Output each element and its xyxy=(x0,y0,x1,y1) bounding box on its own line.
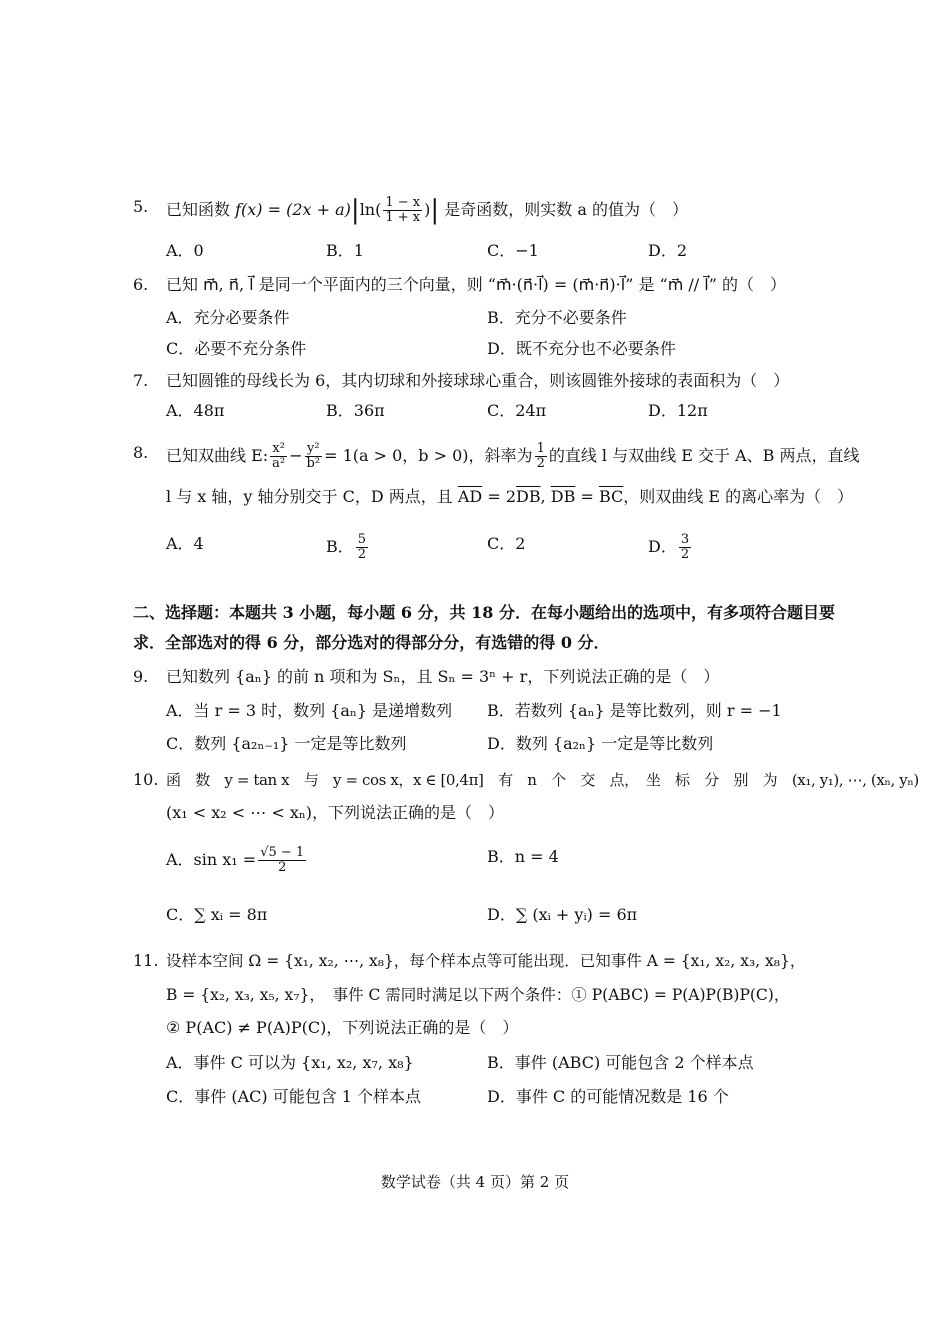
exam-page: 5. 已知函数 f(x) = (2x + a)|ln( $\frac{1 - x}{1 + x}$ )| 是奇函数，则实数 a 的值为（ ） A．0 B．1 C．−1 D．2 6. 已知 m⃗, n⃗, l⃗ 是同一个平面内的三个向量，则 “m⃗·(n⃗·l⃗) = (m⃗·n⃗)·l⃗” 是 “m⃗ // l⃗” 的（ ） A．充分必要条件 B．充分不必要条件 C．必要不充分条件 D．既不充分也不必要条件 7. 已知圆锥的母线长为 6，其内切球和外接球球心重合，则该圆锥外接球的表面积为（ ） A．48π B．36π C．24π D．12π 8. 已知双曲线 E: $\frac{\text{x²}}{\text{a²}}$ − $\frac{\text{y²}}{\text{b²}}$ = 1(a > 0，b > 0)，斜率为 $\frac{1}{2}$ 的直线 l 与双曲线 E 交于 A、B 两点，直线 l 与 x 轴，y 轴分别交于 C，D 两点，且 $\overline{AD} = 2\overline{DB}$, $\overline{DB} = \overline{BC}$，则双曲线 E 的离心率为（ ） A．4 B． $\frac{5}{2}$ C．2 D． $\frac{3}{2}$ 二、选择题：本题共 3 小题，每小题 6 分，共 18 分．在每小题给出的选项中，有多项符合题目要 求．全部选对的得 6 分，部分选对的得部分分，有选错的得 0 分． 9. 已知数列 {aₙ} 的前 n 项和为 Sₙ，且 Sₙ = 3ⁿ + r，下列说法正确的是（ ） A．当 r = 3 时，数列 {aₙ} 是递增数列 B．若数列 {aₙ} 是等比数列，则 r = −1 C．数列 {a₂ₙ₋₁} 一定是等比数列 D．数列 {a₂ₙ} 一定是等比数列 10. 函 数 y = tan x 与 y = cos x，x ∈ [0,4π] 有 n 个 交 点， 坐 标 分 别 为 (x₁, y₁), ⋯, (xₙ, yₙ) (x₁ < x₂ < ⋯ < xₙ)，下列说法正确的是（ ） A．sin x₁ = $\frac{√5 - 1}{2}$ B．n = 4 C．∑ xᵢ = 8π D．∑ (xᵢ + yᵢ) = 6π 11. 设样本空间 Ω = {x₁, x₂, ⋯, x₈}，每个样本点等可能出现．已知事件 A = {x₁, x₂, x₃, x₈}， B = {x₂, x₃, x₅, x₇}， 事件 C 需同时满足以下两个条件：① P(ABC) = P(A)P(B)P(C)， ② P(AC) ≠ P(A)P(C)，下列说法正确的是（ ） A．事件 C 可以为 {x₁, x₂, x₇, x₈} B．事件 (ABC) 可能包含 2 个样本点 C．事件 (AC) 可能包含 1 个样本点 D．事件 C 的可能情况数是 16 个 数学试卷（共 4 页）第 2 页 xyxy=(0,0,950,1344)
question-number: 7. xyxy=(133,371,149,390)
question-stem: 已知数列 {aₙ} 的前 n 项和为 Sₙ，且 Sₙ = 3ⁿ + r，下列说法正确的是（ ） xyxy=(166,667,720,686)
question-number: 10. xyxy=(133,770,159,789)
question-stem: 函 数 y = tan x 与 y = cos x，x ∈ [0,4π] 有 n 个 交 点， 坐 标 分 别 为 (x₁, y₁), ⋯, (xₙ, yₙ) xyxy=(166,771,919,789)
option-d: D．既不充分也不必要条件 xyxy=(487,339,676,358)
option-c: C．24π xyxy=(487,401,547,420)
option-a: A．当 r = 3 时，数列 {aₙ} 是递增数列 xyxy=(166,701,453,720)
option-d: D．∑ (xᵢ + yᵢ) = 6π xyxy=(487,905,638,924)
fraction: $\frac{1 - x}{1 + x}$ xyxy=(385,195,421,225)
option-d: D．事件 C 的可能情况数是 16 个 xyxy=(487,1087,729,1106)
option-a: A．充分必要条件 xyxy=(166,308,290,327)
option-c: C．2 xyxy=(487,534,526,553)
question-number: 5. xyxy=(133,197,149,216)
option-c: C．必要不充分条件 xyxy=(166,339,307,358)
section-2-heading: 二、选择题：本题共 3 小题，每小题 6 分，共 18 分．在每小题给出的选项中，有多项符合题目要 xyxy=(133,603,835,622)
option-b: B．36π xyxy=(326,401,385,420)
option-d: D． $\frac{3}{2}$ xyxy=(648,532,690,562)
question-stem: 已知双曲线 E: $\frac{\text{x²}}{\text{a²}}$ − $\frac{\text{y²}}{\text{b²}}$ = 1(a > 0，b > 0)，斜率为 $\frac{1}{2}$ 的直线 l 与双曲线 E 交于 A、B 两点，直线 xyxy=(166,441,860,471)
question-number: 11. xyxy=(133,951,159,970)
option-b: B．事件 (ABC) 可能包含 2 个样本点 xyxy=(487,1053,754,1072)
option-d: D．数列 {a₂ₙ} 一定是等比数列 xyxy=(487,734,714,753)
question-number: 8. xyxy=(133,443,149,462)
option-c: C．−1 xyxy=(487,241,539,260)
question-number: 9. xyxy=(133,667,149,686)
question-stem: 已知函数 f(x) = (2x + a)|ln( $\frac{1 - x}{1 + x}$ )| 是奇函数，则实数 a 的值为（ ） xyxy=(166,195,688,226)
option-b: B．若数列 {aₙ} 是等比数列，则 r = −1 xyxy=(487,701,782,720)
question-stem: 已知 m⃗, n⃗, l⃗ 是同一个平面内的三个向量，则 “m⃗·(n⃗·l⃗) = (m⃗·n⃗)·l⃗” 是 “m⃗ // l⃗” 的（ ） xyxy=(166,275,786,294)
section-2-heading-line-2: 求．全部选对的得 6 分，部分选对的得部分分，有选错的得 0 分． xyxy=(133,633,610,652)
question-stem: 设样本空间 Ω = {x₁, x₂, ⋯, x₈}，每个样本点等可能出现．已知事件 A = {x₁, x₂, x₃, x₈}， xyxy=(166,952,806,970)
option-b: B．n = 4 xyxy=(487,847,559,866)
question-stem: 已知圆锥的母线长为 6，其内切球和外接球球心重合，则该圆锥外接球的表面积为（ ） xyxy=(166,371,790,390)
option-a: A．4 xyxy=(166,534,204,553)
option-a: A．48π xyxy=(166,401,225,420)
option-b: B．充分不必要条件 xyxy=(487,308,627,327)
option-c: C．∑ xᵢ = 8π xyxy=(166,905,268,924)
option-a: A．事件 C 可以为 {x₁, x₂, x₇, x₈} xyxy=(166,1053,414,1072)
option-a: A．sin x₁ = $\frac{√5 - 1}{2}$ xyxy=(166,845,305,875)
page-footer: 数学试卷（共 4 页）第 2 页 xyxy=(380,1173,570,1191)
option-c: C．事件 (AC) 可能包含 1 个样本点 xyxy=(166,1087,422,1106)
option-d: D．12π xyxy=(648,401,708,420)
option-a: A．0 xyxy=(166,241,204,260)
option-c: C．数列 {a₂ₙ₋₁} 一定是等比数列 xyxy=(166,734,407,753)
option-b: B．1 xyxy=(326,241,364,260)
question-number: 6. xyxy=(133,275,149,294)
option-b: B． $\frac{5}{2}$ xyxy=(326,532,367,562)
option-d: D．2 xyxy=(648,241,688,260)
